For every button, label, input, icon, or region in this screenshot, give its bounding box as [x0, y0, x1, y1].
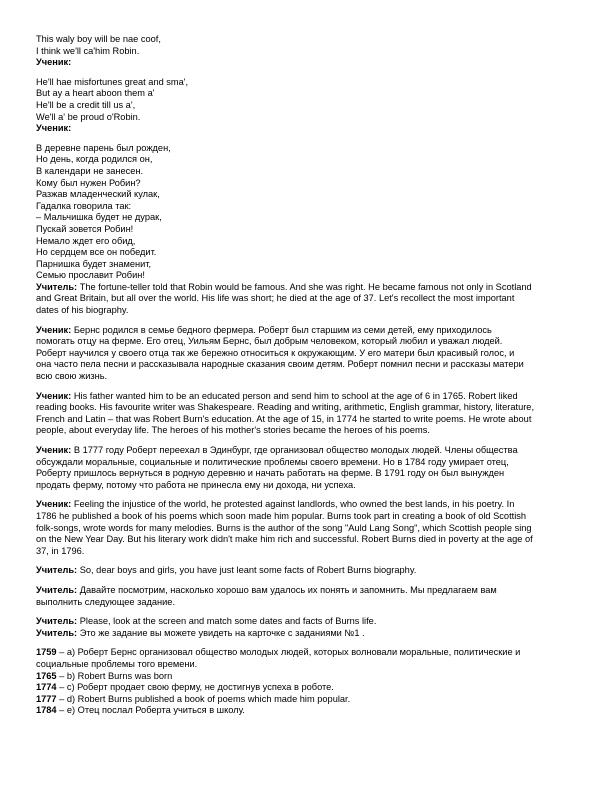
fact-text: – a) Роберт Бернс организовал общество молодых людей, которых волновали моральные, политические и	[56, 647, 521, 658]
matching-item	[36, 705, 572, 717]
poem-line: Кому был нужен Робин?	[36, 177, 141, 188]
paragraph-text: His father wanted him to be an educated person and send him to school at the age of 6 in 1765. Robert liked	[73, 390, 518, 401]
fact-text: социальные проблемы того времени.	[36, 658, 198, 669]
paragraph-text: dates of his biography.	[36, 305, 129, 316]
year-label: 1765	[36, 670, 57, 681]
poem-line: Но сердцем все он победит.	[36, 247, 157, 258]
paragraph-text: продать ферму, потому что работа не принесла ему ни дохода, ни успеха.	[36, 479, 356, 490]
poem-line: Парнишка будет знаменит,	[36, 258, 152, 269]
paragraph-text: and Great Britain, but all over the world. His life was short; he died at the age of 37. Let's recollect the most important	[36, 293, 515, 304]
paragraph-text: French and Latin – that was Robert Burn's education. At the age of 15, in 1774 he started to write poems. He wrote about	[36, 413, 532, 424]
speaker-label: Учитель:	[36, 565, 78, 576]
poem-line: Пускай зовется Робин!	[36, 223, 134, 234]
paragraph-text: The fortune-teller told that Robin would be famous. And she was right. He became famous not only in Scotland	[79, 281, 532, 292]
paragraph-text: folk-songs, wrote words for many melodies. Burns is the author of the song "Auld Lang Song", which Scottish people sing	[36, 522, 532, 533]
year-label: 1774	[36, 682, 57, 693]
speaker-label: Учитель:	[36, 616, 78, 627]
poem-line: Но день, когда родился он,	[36, 154, 153, 165]
poem-line: He'll hae misfortunes great and sma',	[36, 76, 189, 87]
speaker-label: Ученик:	[36, 390, 72, 401]
dialogue-paragraph	[36, 391, 572, 437]
speaker-label: Ученик:	[36, 499, 72, 510]
paragraph-text: обсуждали моральные, социальные и политические проблемы своего времени. Но в 1784 году умирает отец,	[36, 456, 509, 467]
paragraph-text: Please, look at the screen and match some dates and facts of Burns life.	[79, 616, 377, 627]
paragraph-text: Давайте посмотрим, насколько хорошо вам удалось их понять и запомнить. Мы предлагаем вам	[79, 584, 497, 595]
speaker-label: Ученик:	[36, 123, 72, 134]
matching-item	[36, 694, 572, 706]
paragraph-text: 37, in 1796.	[36, 545, 85, 556]
dialogue-paragraph	[36, 325, 572, 383]
poem-line: Гадалка говорила так:	[36, 200, 132, 211]
poem-stanza	[36, 77, 572, 123]
paragraph-text: В 1777 году Роберт переехал в Эдинбург, где организовал общество молодых людей. Члены общества	[73, 445, 518, 455]
paragraph-text: всю свою жизнь.	[36, 371, 108, 382]
poem-line: В деревне парень был рожден,	[36, 142, 171, 153]
paragraph-text: on the New Year Day. But his literary work didn't make him rich and successful. Robert Burns died in poverty at the age of	[36, 534, 533, 545]
document-page	[36, 34, 572, 717]
paragraph-text: выполнить следующее задание.	[36, 596, 176, 607]
speaker-label: Ученик:	[36, 324, 72, 335]
poem-russian	[36, 143, 572, 282]
poem-line: This waly boy will be nae coof,	[36, 34, 161, 44]
dialogue-paragraph	[36, 282, 572, 317]
poem-line: Семью прославит Робин!	[36, 270, 145, 281]
paragraph-text: reading books. His favourite writer was Shakespeare. Reading and writing, arithmetic, English grammar, history, literature,	[36, 402, 535, 413]
paragraph-text: 1786 he published a book of his poems which soon made him popular. Burns took part in creating a book of old Scottish	[36, 510, 527, 521]
dialogue-paragraph	[36, 499, 572, 557]
paragraph-text: Бернс родился в семье бедного фермера. Роберт был старшим из семи детей, ему приходилось	[73, 324, 492, 335]
poem-line: В календари не занесен.	[36, 165, 144, 176]
year-label: 1784	[36, 705, 57, 716]
dialogue-paragraph	[36, 445, 572, 491]
fact-text: – c) Роберт продает свою ферму, не достигнув успеха в роботе.	[56, 682, 334, 693]
paragraph-text: Это же задание вы можете увидеть на карточке с заданиями №1 .	[79, 627, 365, 638]
dialogue-paragraph	[36, 585, 572, 608]
matching-item	[36, 659, 572, 671]
matching-item	[36, 671, 572, 683]
paragraph-text: people, about everyday life. The heroes of his mother's stories became the heroes of his poems.	[36, 425, 430, 436]
paragraph-text: Роберту пришлось вернуться в родную деревню и начать работать на ферме. В 1791 году он был вынужден	[36, 468, 505, 479]
matching-item	[36, 682, 572, 694]
dialogue-paragraph	[36, 565, 572, 577]
paragraph-text: Feeling the injustice of the world, he protested against landlords, who owned the best lands, in his poetry. In	[73, 499, 515, 510]
poem-stanza	[36, 34, 572, 57]
matching-item	[36, 647, 572, 659]
poem-line: I think we'll ca'him Robin.	[36, 45, 140, 56]
fact-text: – b) Robert Burns was born	[56, 670, 173, 681]
fact-text: – d) Robert Burns published a book of poems which made him popular.	[56, 693, 351, 704]
poem-line: Немало ждет его обид,	[36, 235, 136, 246]
poem-line: – Мальчишка будет не дурак,	[36, 212, 162, 223]
poem-line: We'll a' be proud o'Robin.	[36, 111, 141, 122]
task-instructions	[36, 616, 572, 639]
speaker-label: Учитель:	[36, 584, 78, 595]
year-label: 1759	[36, 647, 57, 658]
speaker-label: Ученик:	[36, 445, 72, 455]
matching-list	[36, 647, 572, 717]
paragraph-text: она часто пела песни и рассказывала народные сказания своим детям. Роберт помнил песни и рассказы матери	[36, 359, 524, 370]
speaker-label: Ученик:	[36, 57, 72, 68]
poem-line: But ay a heart aboon them a'	[36, 88, 155, 99]
speaker-label: Учитель:	[36, 627, 78, 638]
paragraph-text: Роберт научился у своего отца так же бережно относиться к окружающим. У его матери был красивый голос, и	[36, 347, 515, 358]
fact-text: – e) Отец послал Роберта учиться в школу.	[56, 705, 245, 716]
speaker-label: Учитель:	[36, 281, 78, 292]
poem-line: Разжав младенческий кулак,	[36, 189, 160, 200]
paragraph-text: So, dear boys and girls, you have just leant some facts of Robert Burns biography.	[79, 565, 417, 576]
poem-line: He'll be a credit till us a',	[36, 99, 136, 110]
year-label: 1777	[36, 693, 57, 704]
paragraph-text: помогать отцу на ферме. Его отец, Уильям Бернс, был добрым человеком, который любил и уважал людей.	[36, 336, 503, 347]
